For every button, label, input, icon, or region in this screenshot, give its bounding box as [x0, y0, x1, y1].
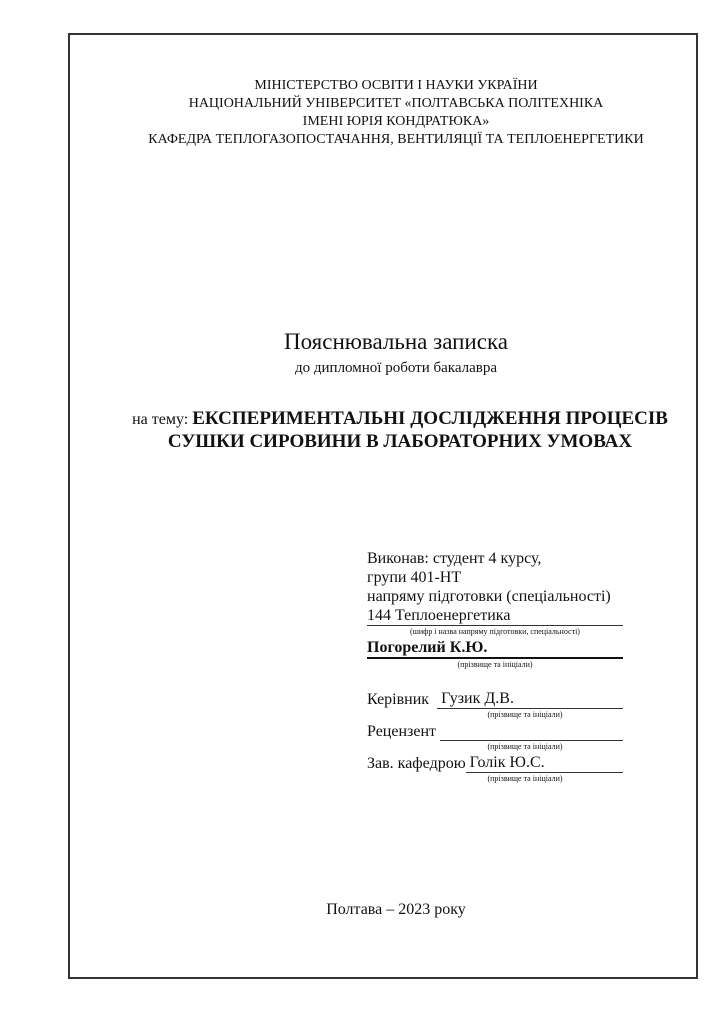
supervisor-row	[367, 689, 623, 709]
reviewer-row	[367, 721, 623, 741]
reviewer-label: Рецензент	[367, 723, 436, 740]
performed-by: Виконав: студент 4 курсу,	[367, 550, 542, 567]
head-caption: (прізвище та ініціали)	[487, 774, 563, 783]
student-caption: (прізвище та ініціали)	[457, 660, 533, 669]
author-info-block	[367, 549, 623, 785]
specialty-caption: (шифр і назва напряму підготовки, спеціальності)	[410, 627, 580, 636]
direction-label: напряму підготовки (спеціальності)	[367, 588, 611, 605]
supervisor-label: Керівник	[367, 691, 430, 708]
head-label: Зав. кафедрою	[367, 755, 466, 772]
university-line-1: НАЦІОНАЛЬНИЙ УНІВЕРСИТЕТ «ПОЛТАВСЬКА ПОЛІТЕХНІКА	[188, 96, 604, 111]
topic-line-1: ЕКСПЕРИМЕНТАЛЬНІ ДОСЛІДЖЕННЯ ПРОЦЕСІВ	[192, 408, 668, 429]
supervisor-name: Гузик Д.В.	[437, 689, 623, 709]
group: групи 401-НТ	[367, 569, 462, 586]
document-title: Пояснювальна записка	[283, 329, 508, 354]
city-year: Полтава – 2023 року	[326, 901, 466, 918]
topic-prefix: на тему:	[132, 411, 193, 428]
university-line-2: ІМЕНІ ЮРІЯ КОНДРАТЮКА»	[302, 114, 490, 129]
head-of-department-row	[367, 753, 623, 773]
reviewer-caption: (прізвище та ініціали)	[487, 742, 563, 751]
page-border	[68, 33, 698, 979]
department-line: КАФЕДРА ТЕПЛОГАЗОПОСТАЧАННЯ, ВЕНТИЛЯЦІЇ ТА ТЕПЛОЕНЕРГЕТИКИ	[148, 132, 644, 147]
student-name: Погорелий К.Ю.	[367, 638, 623, 659]
ministry-line: МІНІСТЕРСТВО ОСВІТИ І НАУКИ УКРАЇНИ	[254, 78, 538, 93]
thesis-topic	[100, 408, 700, 453]
document-subtitle: до дипломної роботи бакалавра	[295, 360, 497, 376]
topic-line-2: СУШКИ СИРОВИНИ В ЛАБОРАТОРНИХ УМОВАХ	[167, 431, 633, 452]
institution-header	[68, 77, 724, 149]
supervisor-caption: (прізвище та ініціали)	[487, 710, 563, 719]
specialty: 144 Теплоенергетика	[367, 606, 623, 626]
head-name: Голік Ю.С.	[466, 753, 623, 773]
reviewer-name	[440, 721, 623, 741]
